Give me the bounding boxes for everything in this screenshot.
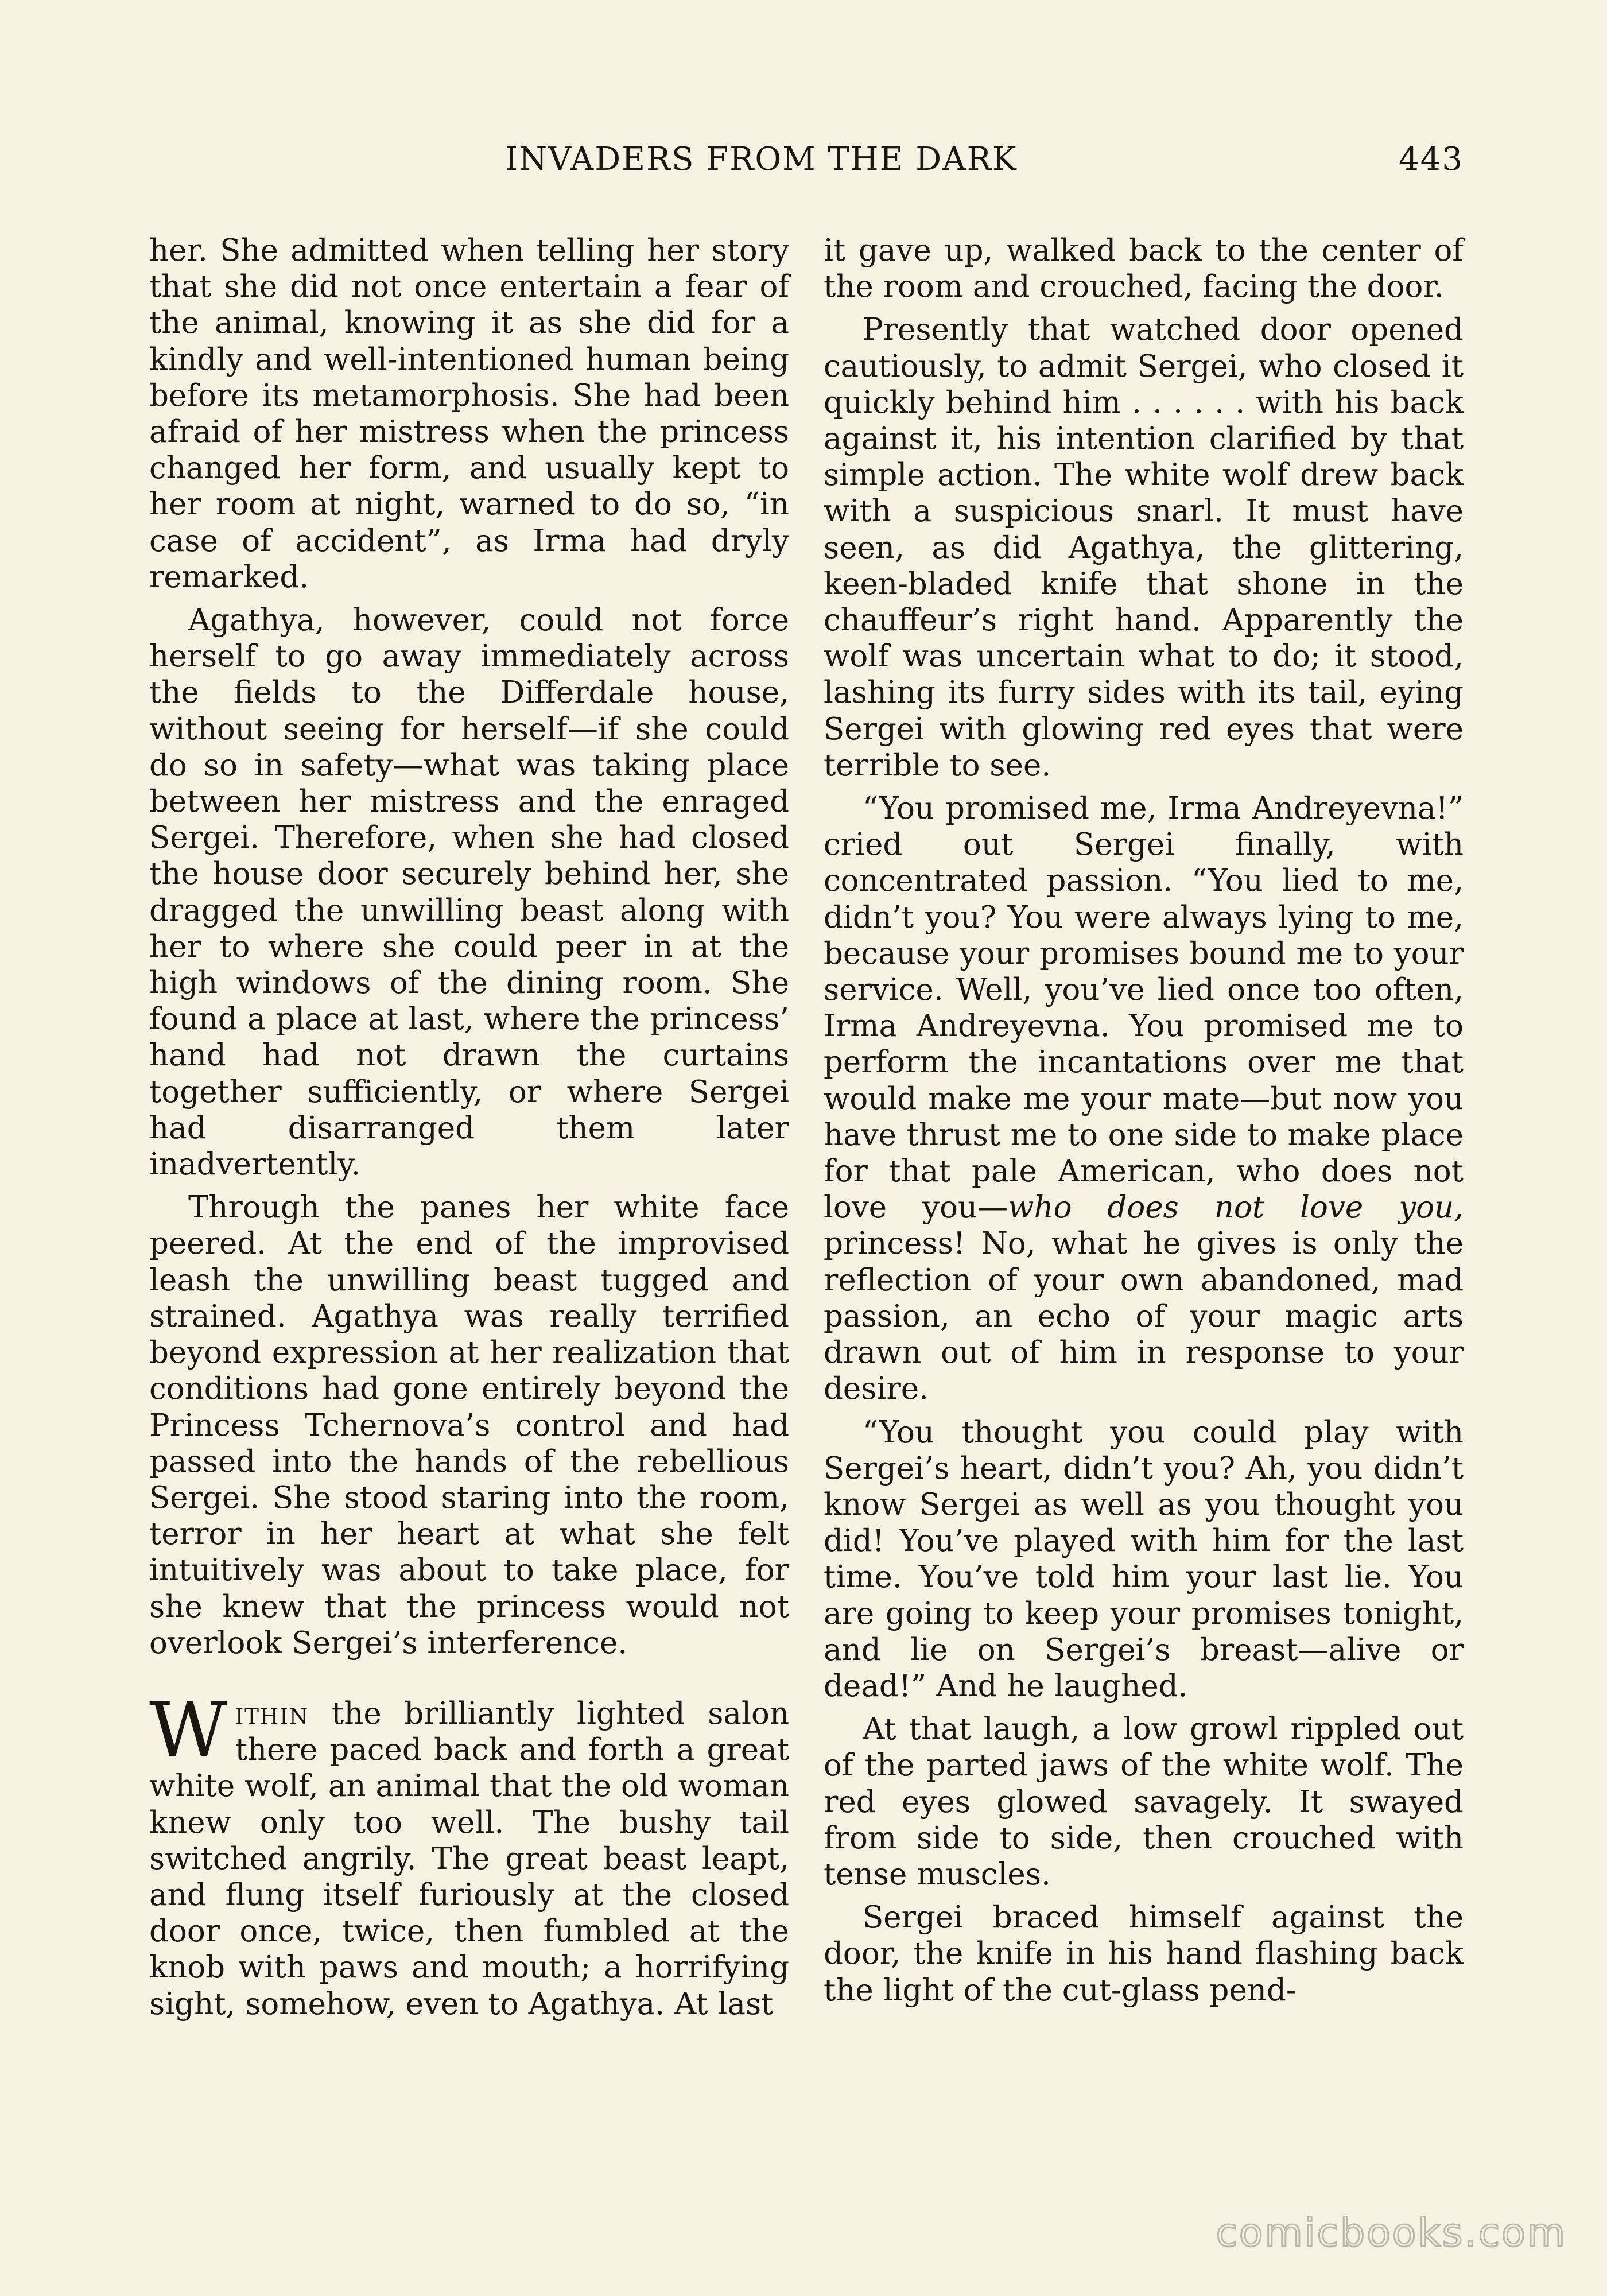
italic-text: who does not love you, [1008,1190,1464,1225]
paragraph-text: “You promised me, Irma Andreyevna!” cried out Sergei finally, with concentrated passion. “You lied to me, didn’t you? You were always lying to me, because your promises bound me to your service. Well, you’ve lied once too often, Irma Andreyevna. You promised me to perform the incantations over me that would make me your mate—but now you have thrust me to one side to make place for that pale American, who does not love you— [824,791,1464,1225]
paragraph: “You thought you could play with Sergei’s heart, didn’t you? Ah, you didn’t know Sergei as well as you thought you did! You’ve played with him for the last time. You’ve told him your last lie. You are going to keep your promises tonight, and lie on Sergei’s breast—alive or dead!” And he laughed. [824,1414,1464,1704]
paragraph [824,790,1464,1407]
paragraph: it gave up, walked back to the center of the room and crouched, facing the door. [824,233,1464,305]
section-opening-paragraph [149,1686,789,2022]
watermark: comicbooks.com [1216,2210,1567,2256]
paragraph: Presently that watched door opened cautiously, to admit Sergei, who closed it quickly behind him . . . . . . with his back against it, his intention clarified by that simple action. The white wolf drew back with a suspicious snarl. It must have seen, as did Agathya, the glittering, keen-bladed knife that shone in the chauffeur’s right hand. Apparently the wolf was uncertain what to do; it stood, lashing its furry sides with its tail, eying Sergei with glowing red eyes that were terrible to see. [824,312,1464,783]
running-title: INVADERS FROM THE DARK [505,141,1018,178]
paragraph: Sergei braced himself against the door, the knife in his hand flashing back the light of the cut-glass pend- [824,1900,1464,2008]
drop-cap: W [149,1686,227,1775]
page-number: 443 [1399,141,1464,178]
paragraph: her. She admitted when telling her story that she did not once entertain a fear of the animal, knowing it as she did for a kindly and well-intentioned human being before its metamorphosis. She had been afraid of her mistress when the princess changed her form, and usually kept to her room at night, warned to do so, “in case of accident”, as Irma had dryly remarked. [149,233,789,595]
paragraph: Agathya, however, could not force herself to go away immediately across the fields to the Differdale house, without seeing for herself—if she could do so in safety—what was taking place between her mistress and the enraged Sergei. Therefore, when she had closed the house door securely behind her, she dragged the unwilling beast along with her to where she could peer in at the high windows of the dining room. She found a place at last, where the princess’ hand had not drawn the curtains together sufficiently, or where Sergei had disarranged them later inadvertently. [149,603,789,1182]
small-caps-lead: ithin [235,1696,309,1731]
paragraph-text: princess! No, what he gives is only the reflection of your own abandoned, mad passion, an echo of your magic arts drawn out of him in response to your desire. [824,1226,1464,1407]
paragraph: At that laugh, a low growl rippled out of the parted jaws of the white wolf. The red eyes glowed savagely. It swayed from side to side, then crouched with tense muscles. [824,1712,1464,1892]
right-column [824,232,1464,2015]
left-column [149,232,789,2029]
paragraph-text: the brilliantly lighted salon there paced back and forth a great white wolf, an animal that the old woman knew only too well. The bushy tail switched angrily. The great beast leapt, and flung itself furiously at the closed door once, twice, then fumbled at the knob with paws and mouth; a horrifying sight, somehow, even to Agathya. At last [149,1696,789,2022]
running-head [149,141,1464,187]
paragraph: Through the panes her white face peered. At the end of the improvised leash the unwilling beast tugged and strained. Agathya was really terrified beyond expression at her realization that conditions had gone entirely beyond the Princess Tchernova’s control and had passed into the hands of the rebellious Sergei. She stood staring into the room, terror in her heart at what she felt intuitively was about to take place, for she knew that the princess would not overlook Sergei’s interference. [149,1190,789,1661]
